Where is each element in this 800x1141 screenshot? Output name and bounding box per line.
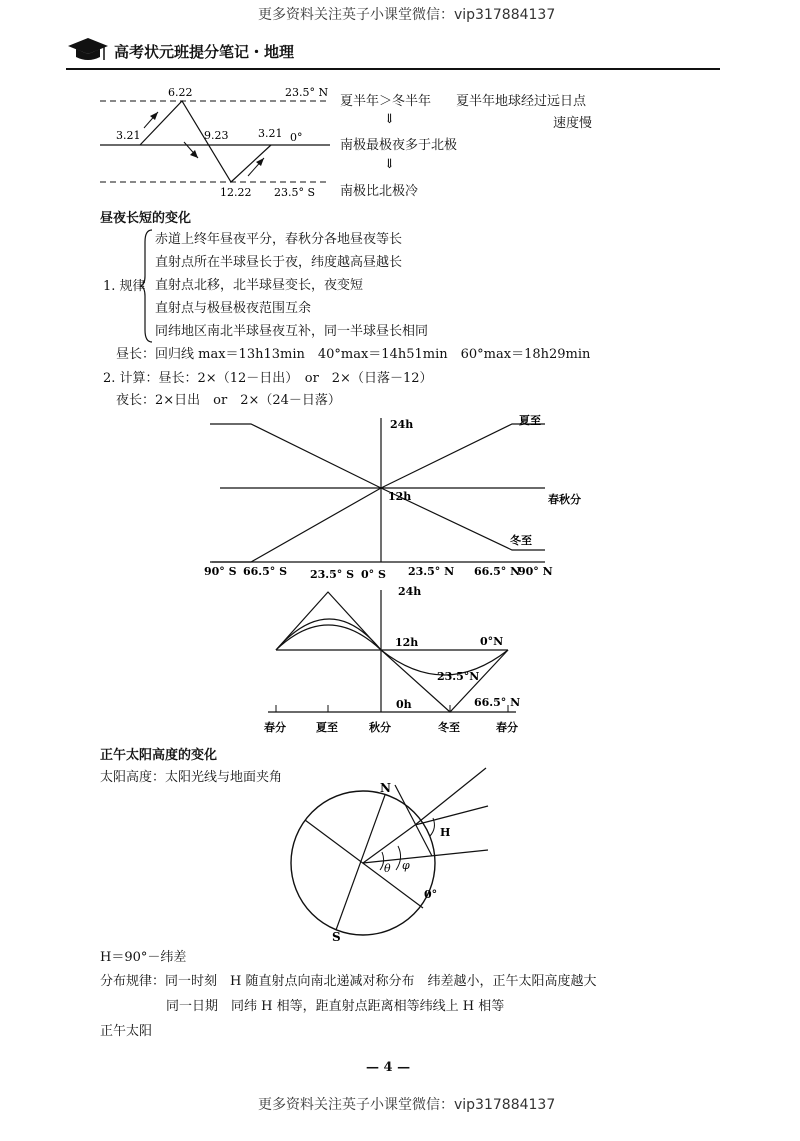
distribution-1: 分布规律：同一时刻 H 随直射点向南北递减对称分布 纬差越小，正午太阳高度越大 <box>100 974 597 989</box>
label-923: 9.23 <box>204 129 229 142</box>
globe-equator: 0° <box>424 888 438 901</box>
chart2-x3: 秋分 <box>369 721 391 734</box>
rule-2: 直射点所在半球昼长于夜，纬度越高昼越长 <box>155 255 403 270</box>
chart2-n0: 0°N <box>480 635 504 648</box>
header-title: 高考状元班提分笔记・地理 <box>114 43 295 61</box>
chart2-x2: 夏至 <box>316 721 338 734</box>
chart1-y12: 12h <box>388 490 412 503</box>
chart1-x2: 66.5° S <box>243 565 288 578</box>
chart1-winter: 冬至 <box>510 534 532 547</box>
note-aphelion: 夏半年地球经过远日点 <box>456 94 587 109</box>
label-321b: 3.21 <box>258 127 283 140</box>
rule-5: 同纬地区南北半球昼夜互补，同一半球昼长相同 <box>155 324 429 339</box>
rule-label: 1. 规律 <box>103 279 146 294</box>
chart2-y24: 24h <box>398 585 422 598</box>
noon-sun: 正午太阳 <box>100 1024 153 1039</box>
chart1-summer: 夏至 <box>519 414 541 427</box>
label-n235: 23.5° N <box>285 86 329 99</box>
chart1-x3: 23.5° S <box>310 568 355 581</box>
label-eq: 0° <box>290 131 303 144</box>
globe-h: H <box>440 826 451 839</box>
label-s235: 23.5° S <box>274 186 316 199</box>
definition-sun-altitude: 太阳高度：太阳光线与地面夹角 <box>100 770 283 785</box>
chart1-x4: 0° S <box>361 568 386 581</box>
note-colder: 南极比北极冷 <box>340 184 419 199</box>
chart1-y24: 24h <box>390 418 414 431</box>
globe-theta: θ <box>384 862 391 875</box>
arrow-down-icon: ⇓ <box>384 157 395 172</box>
note-slow: 速度慢 <box>553 116 593 131</box>
distribution-2: 同一日期 同纬 H 相等，距直射点距离相等纬线上 H 相等 <box>166 999 505 1014</box>
section-title-daynight: 昼夜长短的变化 <box>100 211 192 226</box>
chart2-x5: 春分 <box>496 721 518 734</box>
rule-3: 直射点北移，北半球昼变长，夜变短 <box>155 278 364 293</box>
note-polar-night: 南极最极夜多于北极 <box>340 138 458 153</box>
chart1-equinox: 春秋分 <box>548 493 581 506</box>
arrow-down-icon: ⇓ <box>384 112 395 127</box>
watermark-top: 更多资料关注英子小课堂微信：vip317884137 <box>258 7 556 23</box>
note-summer-half: 夏半年＞冬半年 <box>340 94 432 109</box>
label-321a: 3.21 <box>116 129 141 142</box>
chart2-n665: 66.5° N <box>474 696 521 709</box>
chart1-x1: 90° S <box>204 565 237 578</box>
label-1222: 12.22 <box>220 186 252 199</box>
calc-night: 夜长：2×日出 or 2×（24－日落） <box>116 393 341 408</box>
chart1-x6: 66.5° N <box>474 565 521 578</box>
rule-1: 赤道上终年昼夜平分，春秋分各地昼夜等长 <box>155 232 403 247</box>
globe-north: N <box>380 781 391 795</box>
chart2-n235: 23.5°N <box>437 670 480 683</box>
section-title-noon: 正午太阳高度的变化 <box>100 748 218 763</box>
chart1-x5: 23.5° N <box>408 565 455 578</box>
chart2-y12: 12h <box>395 636 419 649</box>
calc-day: 2. 计算：昼长：2×（12－日出） or 2×（日落－12） <box>103 371 433 386</box>
chart2-x1: 春分 <box>264 721 286 734</box>
globe-phi: φ <box>402 859 410 872</box>
label-622: 6.22 <box>168 86 193 99</box>
chart2-y0: 0h <box>396 698 412 711</box>
globe-south: S <box>332 930 341 944</box>
day-length-max: 昼长：回归线 max＝13h13min 40°max＝14h51min 60°max＝18h29min <box>116 347 591 362</box>
chart2-x4: 冬至 <box>438 721 460 734</box>
chart1-x7: 90° N <box>518 565 553 578</box>
formula-h: H＝90°－纬差 <box>100 950 187 965</box>
watermark-bottom: 更多资料关注英子小课堂微信：vip317884137 <box>258 1097 556 1113</box>
rule-4: 直射点与极昼极夜范围互余 <box>155 301 312 316</box>
page-number: — 4 — <box>366 1060 411 1075</box>
